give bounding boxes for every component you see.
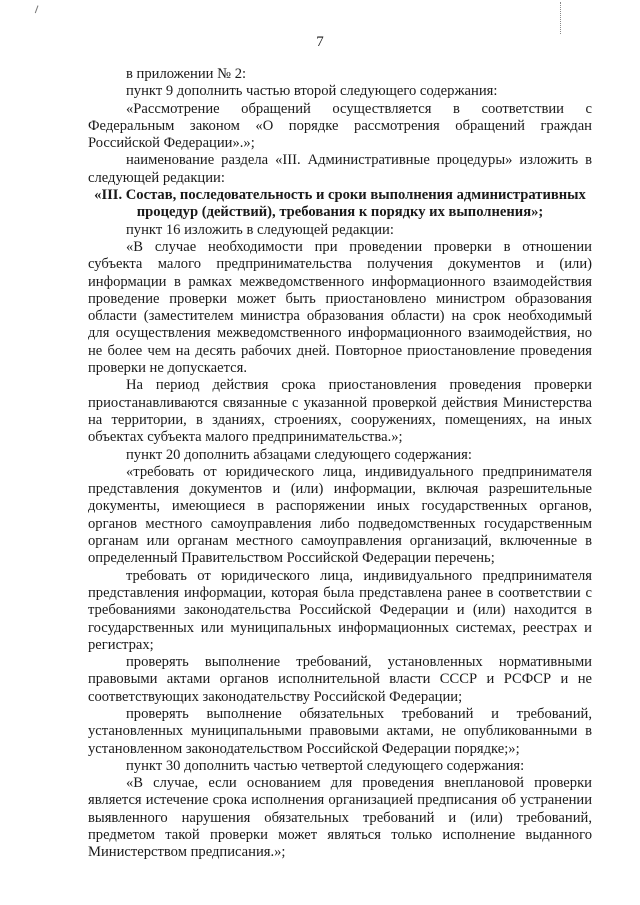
paragraph: «В случае, если основанием для проведения внеплановой проверки является истечение срока исполнения организацией предписания об устранении выявленного нарушения обязательных требований и (или) требований, предметом такой проверки может являться только исполнение выданного Министерством предписания.»; (88, 775, 592, 861)
paragraph: «В случае необходимости при проведении проверки в отношении субъекта малого предпринимательства получения документов и (или) информации в рамках межведомственного информационного взаимодействия проведение проверки может быть приостановлено министром образования области (заместителем министра образования области) на срок необходимый для осуществления межведомственного информационного взаимодействия, но не более чем на десять рабочих дней. Повторное приостановление проведения проверки не допускается. (88, 238, 592, 377)
scan-mark (35, 5, 42, 14)
paragraph: пункт 9 дополнить частью второй следующего содержания: (126, 83, 498, 100)
page-number: 7 (316, 34, 324, 50)
paragraph: «Рассмотрение обращений осуществляется в соответствии с Федеральным законом «О порядке рассмотрения обращений граждан Российской Федерации».»; (88, 100, 592, 152)
paragraph: пункт 30 дополнить частью четвертой следующего содержания: (126, 757, 525, 774)
scan-mark (560, 2, 565, 34)
paragraph: проверять выполнение требований, установленных нормативными правовыми актами органов исполнительной власти СССР и РСФСР и не соответствующих законодательству Российской Федерации; (88, 654, 592, 705)
paragraph: пункт 20 дополнить абзацами следующего содержания: (126, 446, 472, 463)
document-body (88, 66, 592, 862)
section-heading: «III. Состав, последовательность и сроки выполнения административных процедур (действий), требования к порядку их выполнения»; (94, 187, 586, 221)
paragraph: проверять выполнение обязательных требований и требований, установленных муниципальными правовыми актами, не опубликованными в установленном законодательством Российской Федерации порядке;»; (88, 705, 592, 757)
paragraph: в приложении № 2: (126, 66, 247, 82)
paragraph: «требовать от юридического лица, индивидуального предпринимателя представления документов и (или) информации, включая разрешительные документы, имеющиеся в распоряжении иных государственных органов, органов местного самоуправления либо подведомственных государственным органам или органам местного самоуправления организаций, включенные в определенный Правительством Российской Федерации перечень; (88, 463, 592, 567)
paragraph: требовать от юридического лица, индивидуального предпринимателя представления информации, которая была представлена ранее в соответствии с требованиями законодательства Российской Федерации и (или) находится в государственных или муниципальных информационных системах, реестрах и регистрах; (88, 567, 592, 653)
paragraph: пункт 16 изложить в следующей редакции: (126, 221, 394, 238)
paragraph: На период действия срока приостановления проведения проверки приостанавливаются связанные с указанной проверкой действия Министерства на территории, в зданиях, строениях, сооружениях, помещениях, на иных объектах субъекта малого предпринимательства.»; (88, 377, 592, 446)
paragraph: наименование раздела «III. Административные процедуры» изложить в следующей редакции: (88, 152, 592, 186)
